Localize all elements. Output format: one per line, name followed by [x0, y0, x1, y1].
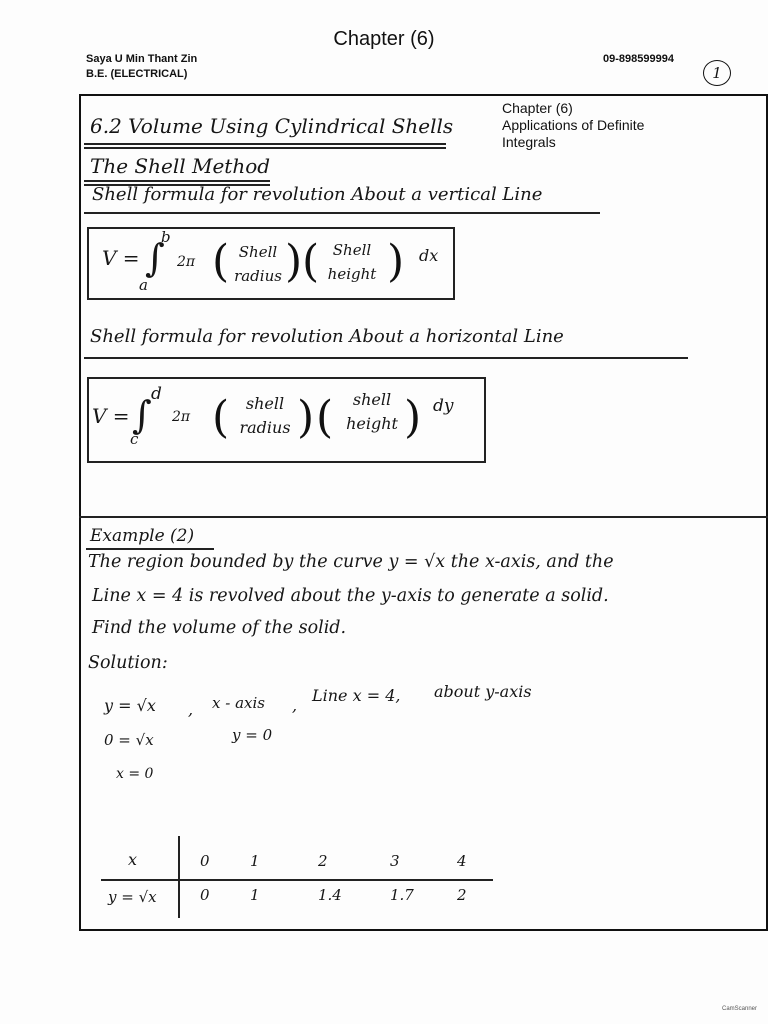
section-heading: 6.2 Volume Using Cylindrical Shells	[90, 114, 454, 138]
table-row-header: y = √x	[108, 888, 157, 906]
table-cell: 2	[457, 886, 467, 904]
method-underline	[84, 180, 270, 182]
side-note-line: Applications of Definite	[502, 117, 645, 133]
table-row-header: x	[128, 850, 138, 869]
open-paren: (	[316, 392, 334, 443]
page-number: 1	[703, 60, 731, 86]
open-paren: (	[212, 236, 230, 287]
separator-comma: ,	[292, 696, 298, 715]
heading-underline	[84, 143, 446, 145]
open-paren: (	[302, 236, 320, 287]
table-cell: 0	[200, 886, 210, 904]
integral-sign: ∫	[145, 236, 165, 280]
table-cell: 4	[457, 852, 467, 870]
close-paren: )	[387, 236, 405, 287]
phone-number: 09-898599994	[603, 53, 674, 65]
example-text-line: Line x = 4 is revolved about the y-axis to generate a solid.	[92, 586, 609, 606]
given-curve: y = √x	[104, 696, 156, 715]
shell-radius-bottom: radius	[239, 418, 291, 437]
shell-height-bottom: height	[346, 414, 398, 433]
table-horizontal-rule	[101, 879, 493, 881]
integral-upper-limit: b	[161, 228, 171, 246]
given-line: Line x = 4,	[312, 686, 401, 705]
horizontal-formula-title: Shell formula for revolution About a horizontal Line	[90, 326, 564, 347]
two-pi: 2π	[177, 254, 196, 270]
solution-step: x = 0	[116, 766, 154, 782]
shell-radius-top: shell	[245, 394, 285, 413]
given-axis: x - axis	[212, 694, 265, 712]
table-vertical-rule	[178, 836, 180, 918]
integral-lower-limit: c	[130, 430, 139, 448]
vertical-formula-title: Shell formula for revolution About a vertical Line	[92, 184, 543, 205]
separator-comma: ,	[188, 700, 194, 719]
shell-height-bottom: height	[327, 265, 377, 283]
author-degree: B.E. (ELECTRICAL)	[86, 68, 188, 80]
formula-lhs: V =	[92, 404, 130, 428]
shell-radius	[231, 240, 285, 288]
page-frame	[79, 94, 768, 931]
heading-underline	[84, 147, 446, 149]
solution-step: 0 = √x	[104, 731, 154, 749]
differential: dy	[433, 396, 454, 416]
open-paren: (	[212, 392, 230, 443]
close-paren: )	[404, 392, 422, 443]
author-name: Saya U Min Thant Zin	[86, 53, 198, 65]
table-cell: 1	[250, 886, 260, 904]
shell-radius-top: Shell	[238, 243, 278, 261]
integral-sign: ∫	[132, 393, 152, 437]
close-paren: )	[285, 236, 303, 287]
vertical-title-underline	[84, 212, 600, 214]
example-label: Example (2)	[90, 526, 195, 546]
table-cell: 1	[250, 852, 260, 870]
table-cell: 1.4	[318, 886, 342, 904]
two-pi: 2π	[172, 409, 191, 425]
example-underline	[86, 548, 214, 550]
shell-height	[340, 388, 404, 436]
table-cell: 1.7	[390, 886, 414, 904]
shell-height-top: Shell	[332, 241, 372, 259]
example-text-line: The region bounded by the curve y = √x the x-axis, and the	[88, 552, 614, 572]
table-cell: 0	[200, 852, 210, 870]
shell-radius	[234, 392, 296, 440]
scanner-watermark: CamScanner	[722, 1006, 758, 1012]
close-paren: )	[297, 392, 315, 443]
solution-step: y = 0	[232, 726, 273, 744]
shell-height	[323, 238, 381, 286]
horizontal-title-underline	[84, 357, 688, 359]
given-axis-of-revolution: about y-axis	[434, 682, 532, 701]
formula-lhs: V =	[102, 246, 140, 270]
integral-upper-limit: d	[151, 384, 162, 404]
chapter-title: Chapter (6)	[333, 28, 435, 50]
table-cell: 2	[318, 852, 328, 870]
differential: dx	[419, 246, 439, 265]
integral-lower-limit: a	[139, 276, 148, 294]
section-divider	[79, 516, 768, 518]
side-note	[502, 100, 644, 151]
solution-label: Solution:	[88, 653, 168, 673]
method-title: The Shell Method	[90, 154, 271, 178]
side-note-line: Chapter (6)	[502, 100, 573, 116]
shell-radius-bottom: radius	[234, 267, 282, 285]
example-text-line: Find the volume of the solid.	[92, 618, 347, 638]
side-note-line: Integrals	[502, 134, 556, 150]
shell-height-top: shell	[352, 390, 392, 409]
table-cell: 3	[390, 852, 400, 870]
